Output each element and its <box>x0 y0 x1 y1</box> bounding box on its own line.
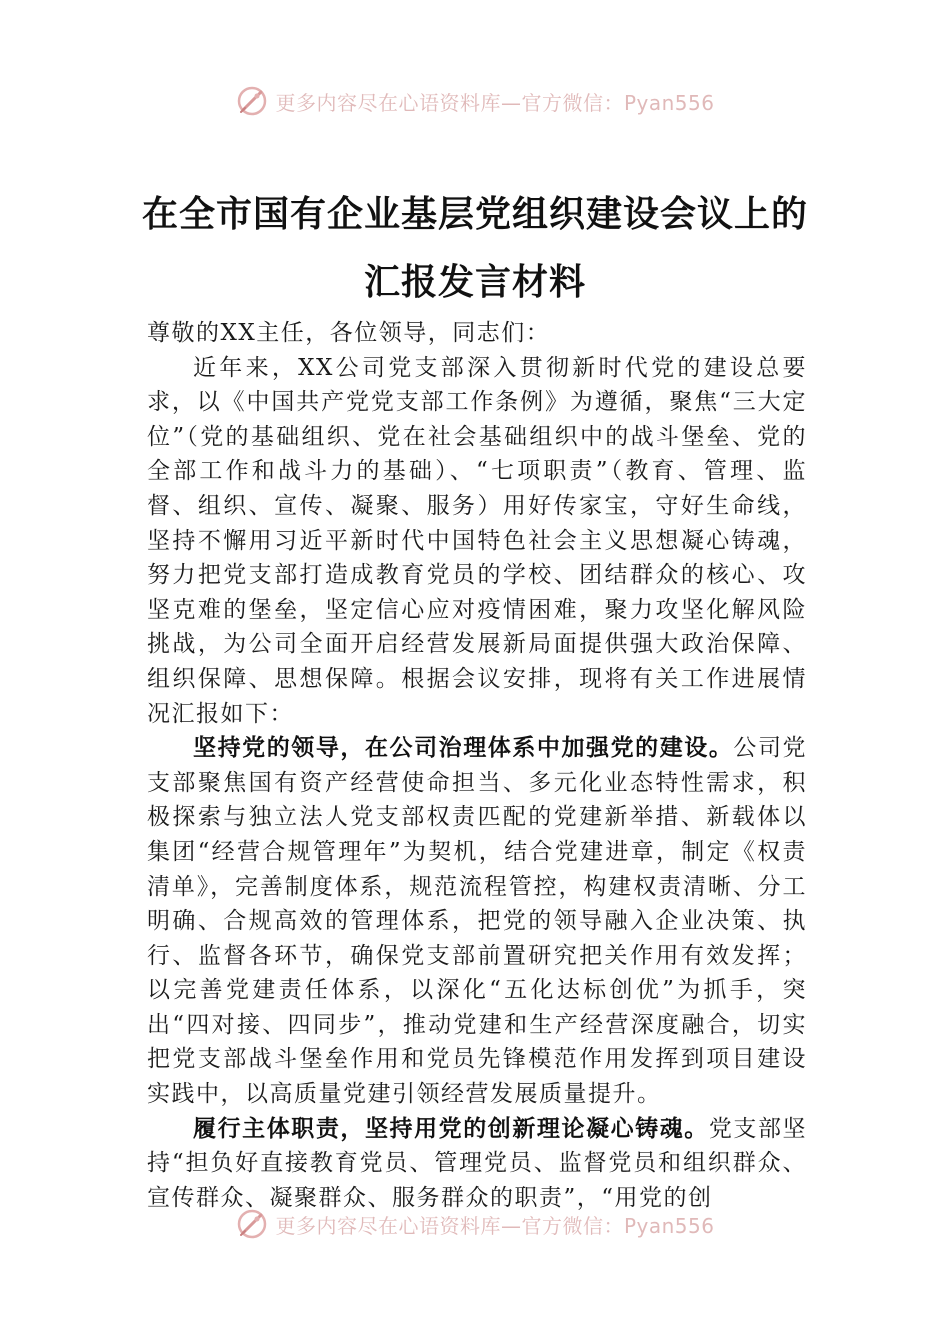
watermark-footer <box>0 1207 950 1241</box>
watermark-header <box>0 84 950 118</box>
pen-logo-icon <box>235 84 269 118</box>
document-body <box>147 316 807 1215</box>
watermark-text: 更多内容尽在心语资料库—官方微信：Pyan556 <box>275 1213 715 1238</box>
paragraph-2 <box>147 731 807 1112</box>
document-title-line-2: 汇报发言材料 <box>363 261 586 303</box>
pen-logo-icon <box>235 1207 269 1241</box>
paragraph-2-lead: 坚持党的领导，在公司治理体系中加强党的建设。 <box>193 734 734 762</box>
paragraph-3 <box>147 1112 807 1216</box>
paragraph-3-lead: 履行主体职责，坚持用党的创新理论凝心铸魂。 <box>193 1114 709 1142</box>
watermark-text: 更多内容尽在心语资料库—官方微信：Pyan556 <box>275 90 715 115</box>
paragraph-1 <box>147 351 807 732</box>
paragraph-1-body: 近年来，XX公司党支部深入贯彻新时代党的建设总要求，以《中国共产党党支部工作条例》为遵循，聚焦“三大定位”（党的基础组织、党在社会基础组织中的战斗堡垒、党的全部工作和战斗力的基础）、“七项职责”（教育、管理、监督、组织、宣传、凝聚、服务）用好传家宝，守好生命线，坚持不懈用习近平新时代中国特色社会主义思想凝心铸魂，努力把党支部打造成教育党员的学校、团结群众的核心、攻坚克难的堡垒，坚定信心应对疫情困难，聚力攻坚化解风险挑战，为公司全面开启经营发展新局面提供强大政治保障、组织保障、思想保障。根据会议安排，现将有关工作进展情况汇报如下： <box>147 354 807 727</box>
paragraph-3-body: 党支部坚持“担负好直接教育党员、管理党员、监督党员和组织群众、宣传群众、凝聚群众、服务群众的职责”，“用党的创 <box>147 1115 807 1211</box>
document-title-line-1: 在全市国有企业基层党组织建设会议上的 <box>141 193 808 235</box>
salutation: 尊敬的XX主任，各位领导，同志们： <box>147 320 551 346</box>
paragraph-2-body: 公司党支部聚焦国有资产经营使命担当、多元化业态特性需求，积极探索与独立法人党支部权责匹配的党建新举措、新载体以集团“经营合规管理年”为契机，结合党建进章，制定《权责清单》，完善制度体系，规范流程管控，构建权责清晰、分工明确、合规高效的管理体系，把党的领导融入企业决策、执行、监督各环节，确保党支部前置研究把关作用有效发挥；以完善党建责任体系，以深化“五化达标创优”为抓手，突出“四对接、四同步”，推动党建和生产经营深度融合，切实把党支部战斗堡垒作用和党员先锋模范作用发挥到项目建设实践中，以高质量党建引领经营发展质量提升。 <box>147 735 807 1108</box>
